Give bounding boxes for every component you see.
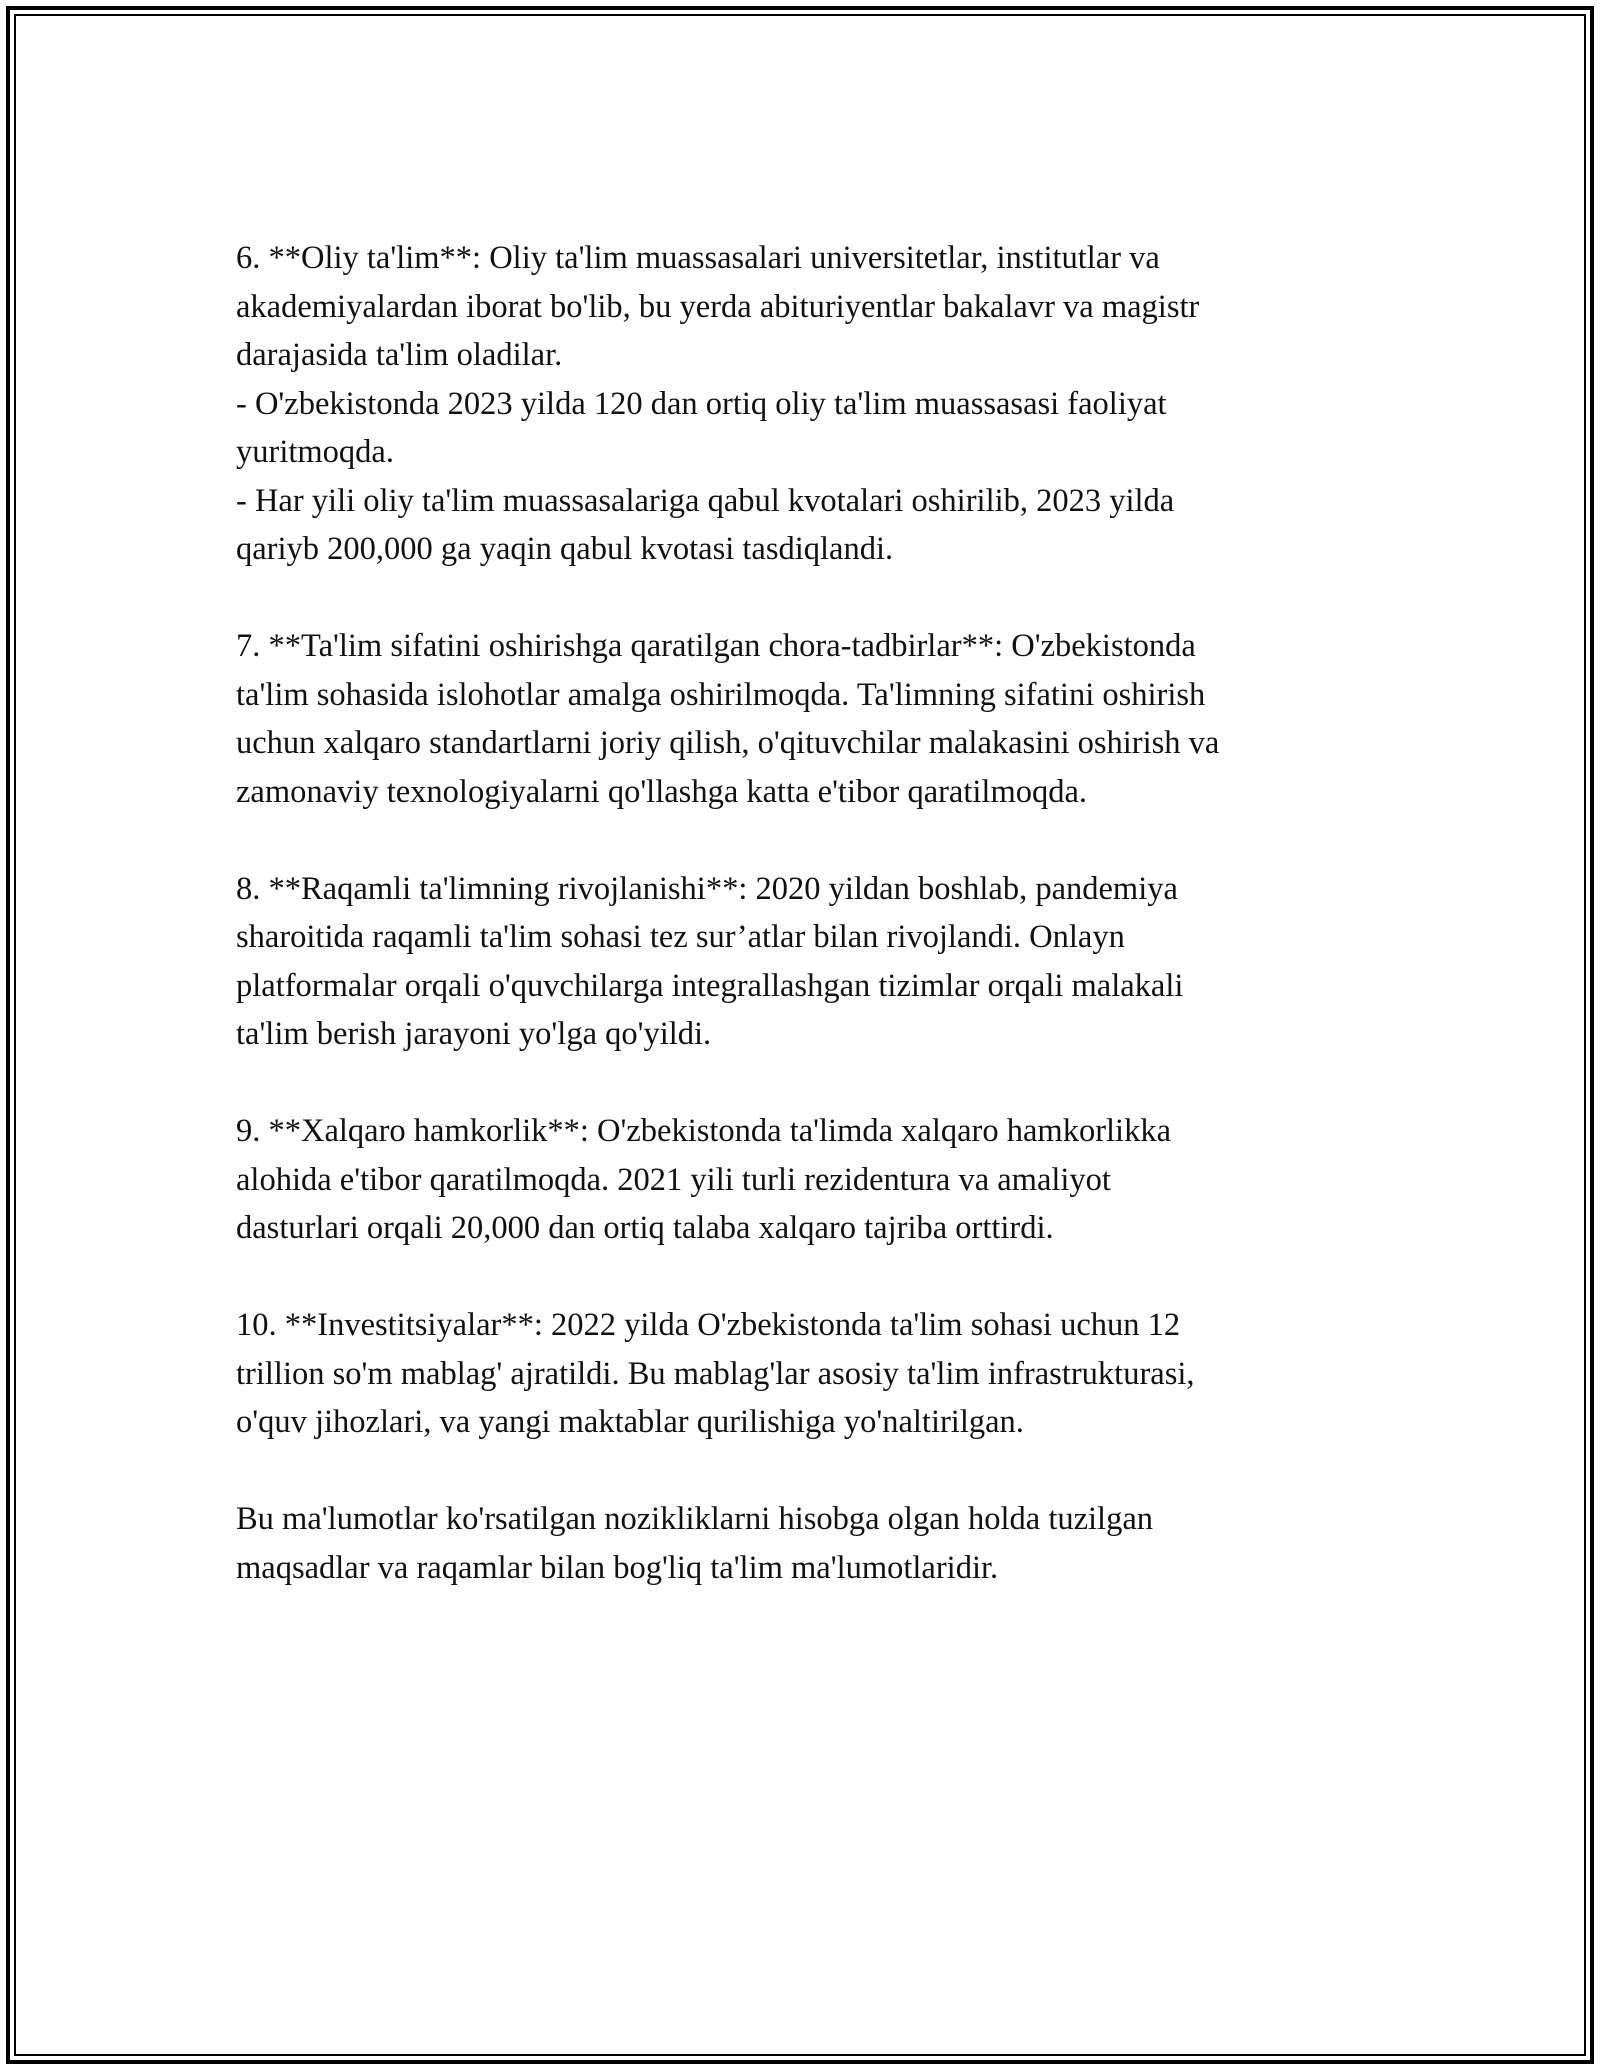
text-line: ta'lim sohasida islohotlar amalga oshirilmoqda. Ta'limning sifatini oshirish: [236, 676, 1206, 713]
paragraph-raqamli-talim: [236, 865, 1366, 1059]
paragraph-conclusion: [236, 1495, 1366, 1592]
text-line: maqsadlar va raqamlar bilan bog'liq ta'lim ma'lumotlaridir.: [236, 1549, 999, 1586]
text-line: 7. **Ta'lim sifatini oshirishga qaratilgan chora-tadbirlar**: O'zbekistonda: [236, 628, 1196, 664]
text-line: sharoitida raqamli ta'lim sohasi tez sur’atlar bilan rivojlandi. Onlayn: [236, 919, 1125, 955]
paragraph-investitsiyalar: [236, 1301, 1366, 1447]
text-line: alohida e'tibor qaratilmoqda. 2021 yili turli rezidentura va amaliyot: [236, 1161, 1111, 1198]
paragraph-oliy-talim: [236, 234, 1366, 574]
text-line: akademiyalardan iborat bo'lib, bu yerda abituriyentlar bakalavr va magistr: [236, 288, 1200, 325]
text-line: o'quv jihozlari, va yangi maktablar qurilishiga yo'naltirilgan.: [236, 1404, 1024, 1440]
text-line: 8. **Raqamli ta'limning rivojlanishi**: 2020 yildan boshlab, pandemiya: [236, 870, 1178, 907]
text-line: darajasida ta'lim oladilar.: [236, 337, 563, 373]
text-line: trillion so'm mablag' ajratildi. Bu mablag'lar asosiy ta'lim infrastrukturasi,: [236, 1355, 1195, 1392]
text-line: 10. **Investitsiyalar**: 2022 yilda O'zbekistonda ta'lim sohasi uchun 12: [236, 1307, 1181, 1343]
text-line: platformalar orqali o'quvchilarga integrallashgan tizimlar orqali malakali: [236, 967, 1184, 1004]
text-line: yuritmoqda.: [236, 434, 394, 470]
text-line: dasturlari orqali 20,000 dan ortiq talaba xalqaro tajriba orttirdi.: [236, 1210, 1054, 1246]
text-line: 6. **Oliy ta'lim**: Oliy ta'lim muassasalari universitetlar, institutlar va: [236, 240, 1160, 276]
text-line: - O'zbekistonda 2023 yilda 120 dan ortiq oliy ta'lim muassasasi faoliyat: [236, 385, 1167, 422]
text-line: zamonaviy texnologiyalarni qo'llashga katta e'tibor qaratilmoqda.: [236, 773, 1088, 810]
text-line: Bu ma'lumotlar ko'rsatilgan nozikliklarni hisobga olgan holda tuzilgan: [236, 1501, 1154, 1537]
paragraph-xalqaro-hamkorlik: [236, 1107, 1366, 1253]
text-line: - Har yili oliy ta'lim muassasalariga qabul kvotalari oshirilib, 2023 yilda: [236, 482, 1175, 519]
paragraph-talim-sifati: [236, 622, 1366, 816]
text-line: ta'lim berish jarayoni yo'lga qo'yildi.: [236, 1016, 712, 1052]
document-body: [236, 234, 1366, 1641]
text-line: qariyb 200,000 ga yaqin qabul kvotasi tasdiqlandi.: [236, 531, 894, 567]
text-line: 9. **Xalqaro hamkorlik**: O'zbekistonda ta'limda xalqaro hamkorlikka: [236, 1113, 1172, 1149]
text-line: uchun xalqaro standartlarni joriy qilish, o'qituvchilar malakasini oshirish va: [236, 725, 1220, 761]
